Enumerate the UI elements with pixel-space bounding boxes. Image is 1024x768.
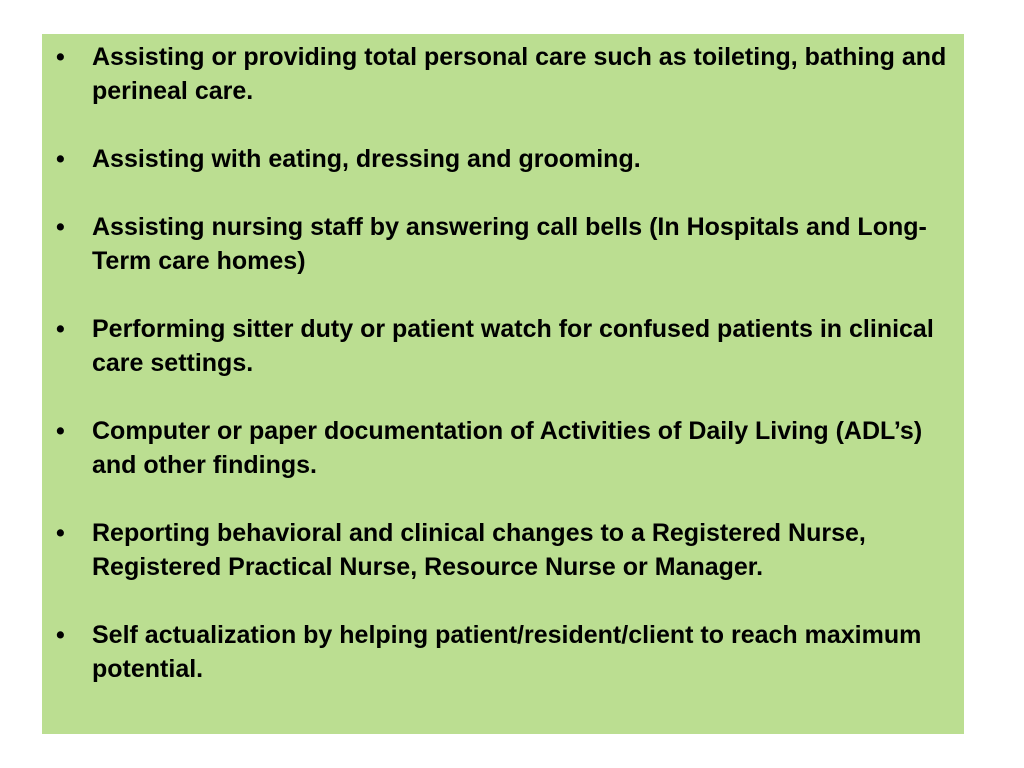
list-item-text: Self actualization by helping patient/resident/client to reach maximum potential. (92, 621, 922, 683)
list-item-text: Computer or paper documentation of Activities of Daily Living (ADL’s) and other findings. (92, 417, 923, 479)
list-item (42, 618, 964, 686)
list-item (42, 312, 964, 380)
list-item-text: Assisting with eating, dressing and grooming. (92, 145, 641, 173)
list-item-text: Reporting behavioral and clinical changes to a Registered Nurse, Registered Practical Nurse, Resource Nurse or Manager. (92, 519, 866, 581)
bullet-list (42, 40, 964, 720)
list-item (42, 40, 964, 108)
bullet-icon: • (56, 43, 65, 71)
list-item (42, 516, 964, 584)
bullet-icon: • (56, 315, 65, 343)
bullet-icon: • (56, 417, 65, 445)
list-item (42, 414, 964, 482)
bullet-icon: • (56, 519, 65, 547)
bullet-icon: • (56, 213, 65, 241)
bullet-icon: • (56, 621, 65, 649)
list-item (42, 210, 964, 278)
list-item-text: Assisting or providing total personal care such as toileting, bathing and perineal care. (92, 43, 947, 105)
list-item-text: Assisting nursing staff by answering call bells (In Hospitals and Long-Term care homes) (92, 213, 927, 275)
content-panel (42, 34, 964, 734)
list-item (42, 142, 964, 176)
bullet-icon: • (56, 145, 65, 173)
list-item-text: Performing sitter duty or patient watch for confused patients in clinical care settings. (92, 315, 934, 377)
